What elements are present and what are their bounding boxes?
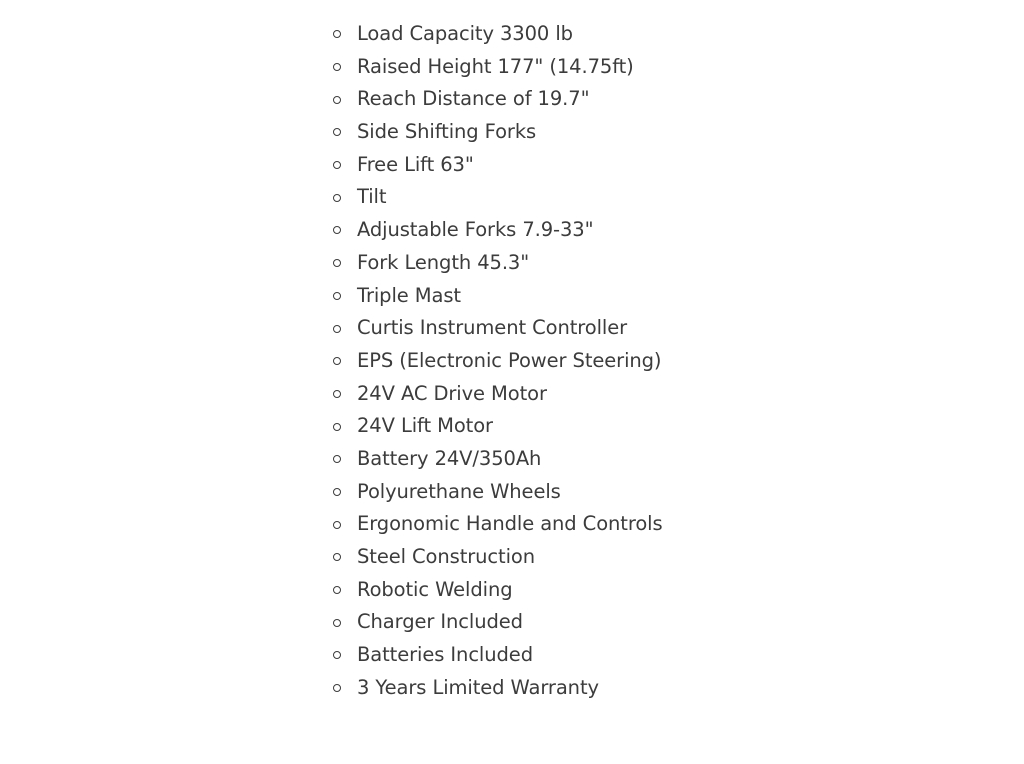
list-item-text: Reach Distance of 19.7" [357,87,590,111]
list-item-text: Tilt [357,185,387,209]
list-item-text: Curtis Instrument Controller [357,316,628,340]
list-item-text: Fork Length 45.3" [357,250,530,274]
bullet-circle-icon [333,357,341,365]
list-item [333,476,663,509]
list-item-text: Battery 24V/350Ah [357,446,542,470]
bullet-circle-icon [333,226,341,234]
list-item-text: Triple Mast [357,283,461,307]
list-item [333,606,663,639]
bullet-circle-icon [333,423,341,431]
bullet-circle-icon [333,63,341,71]
list-item [333,574,663,607]
bullet-circle-icon [333,292,341,300]
bullet-circle-icon [333,325,341,333]
list-item [333,378,663,411]
list-item [333,410,663,443]
list-item [333,508,663,541]
bullet-circle-icon [333,161,341,169]
list-item [333,83,663,116]
bullet-circle-icon [333,194,341,202]
list-item [333,149,663,182]
bullet-circle-icon [333,521,341,529]
list-item [333,345,663,378]
list-item-text: Load Capacity 3300 lb [357,22,573,45]
list-item [333,18,663,51]
bullet-circle-icon [333,586,341,594]
list-item-text: Adjustable Forks 7.9-33" [357,218,594,242]
list-item-text: Steel Construction [357,545,535,568]
list-item-text: 3 Years Limited Warranty [357,675,599,699]
bullet-circle-icon [333,390,341,398]
list-item-text: 24V Lift Motor [357,414,493,438]
list-item-text: Ergonomic Handle and Controls [357,512,663,536]
list-item-text: Free Lift 63" [357,152,474,176]
bullet-circle-icon [333,651,341,659]
list-item-text: 24V AC Drive Motor [357,381,547,405]
bullet-circle-icon [333,684,341,692]
list-item [333,541,663,574]
list-item-text: EPS (Electronic Power Steering) [357,348,662,372]
bullet-circle-icon [333,96,341,104]
list-item [333,116,663,149]
bullet-circle-icon [333,30,341,38]
list-item-text: Raised Height 177" (14.75ft) [357,54,634,78]
list-item [333,280,663,313]
list-item [333,181,663,214]
list-item [333,51,663,84]
bullet-circle-icon [333,259,341,267]
bullet-circle-icon [333,455,341,463]
list-item-text: Robotic Welding [357,577,513,601]
bullet-circle-icon [333,128,341,136]
spec-list [333,18,663,704]
list-item [333,247,663,280]
bullet-circle-icon [333,488,341,496]
list-item [333,214,663,247]
list-item-text: Charger Included [357,610,523,634]
list-item-text: Side Shifting Forks [357,120,537,144]
list-item [333,672,663,705]
list-item [333,639,663,672]
list-item [333,312,663,345]
bullet-circle-icon [333,553,341,561]
list-item [333,443,663,476]
bullet-circle-icon [333,619,341,627]
list-item-text: Polyurethane Wheels [357,479,561,503]
list-item-text: Batteries Included [357,643,533,667]
